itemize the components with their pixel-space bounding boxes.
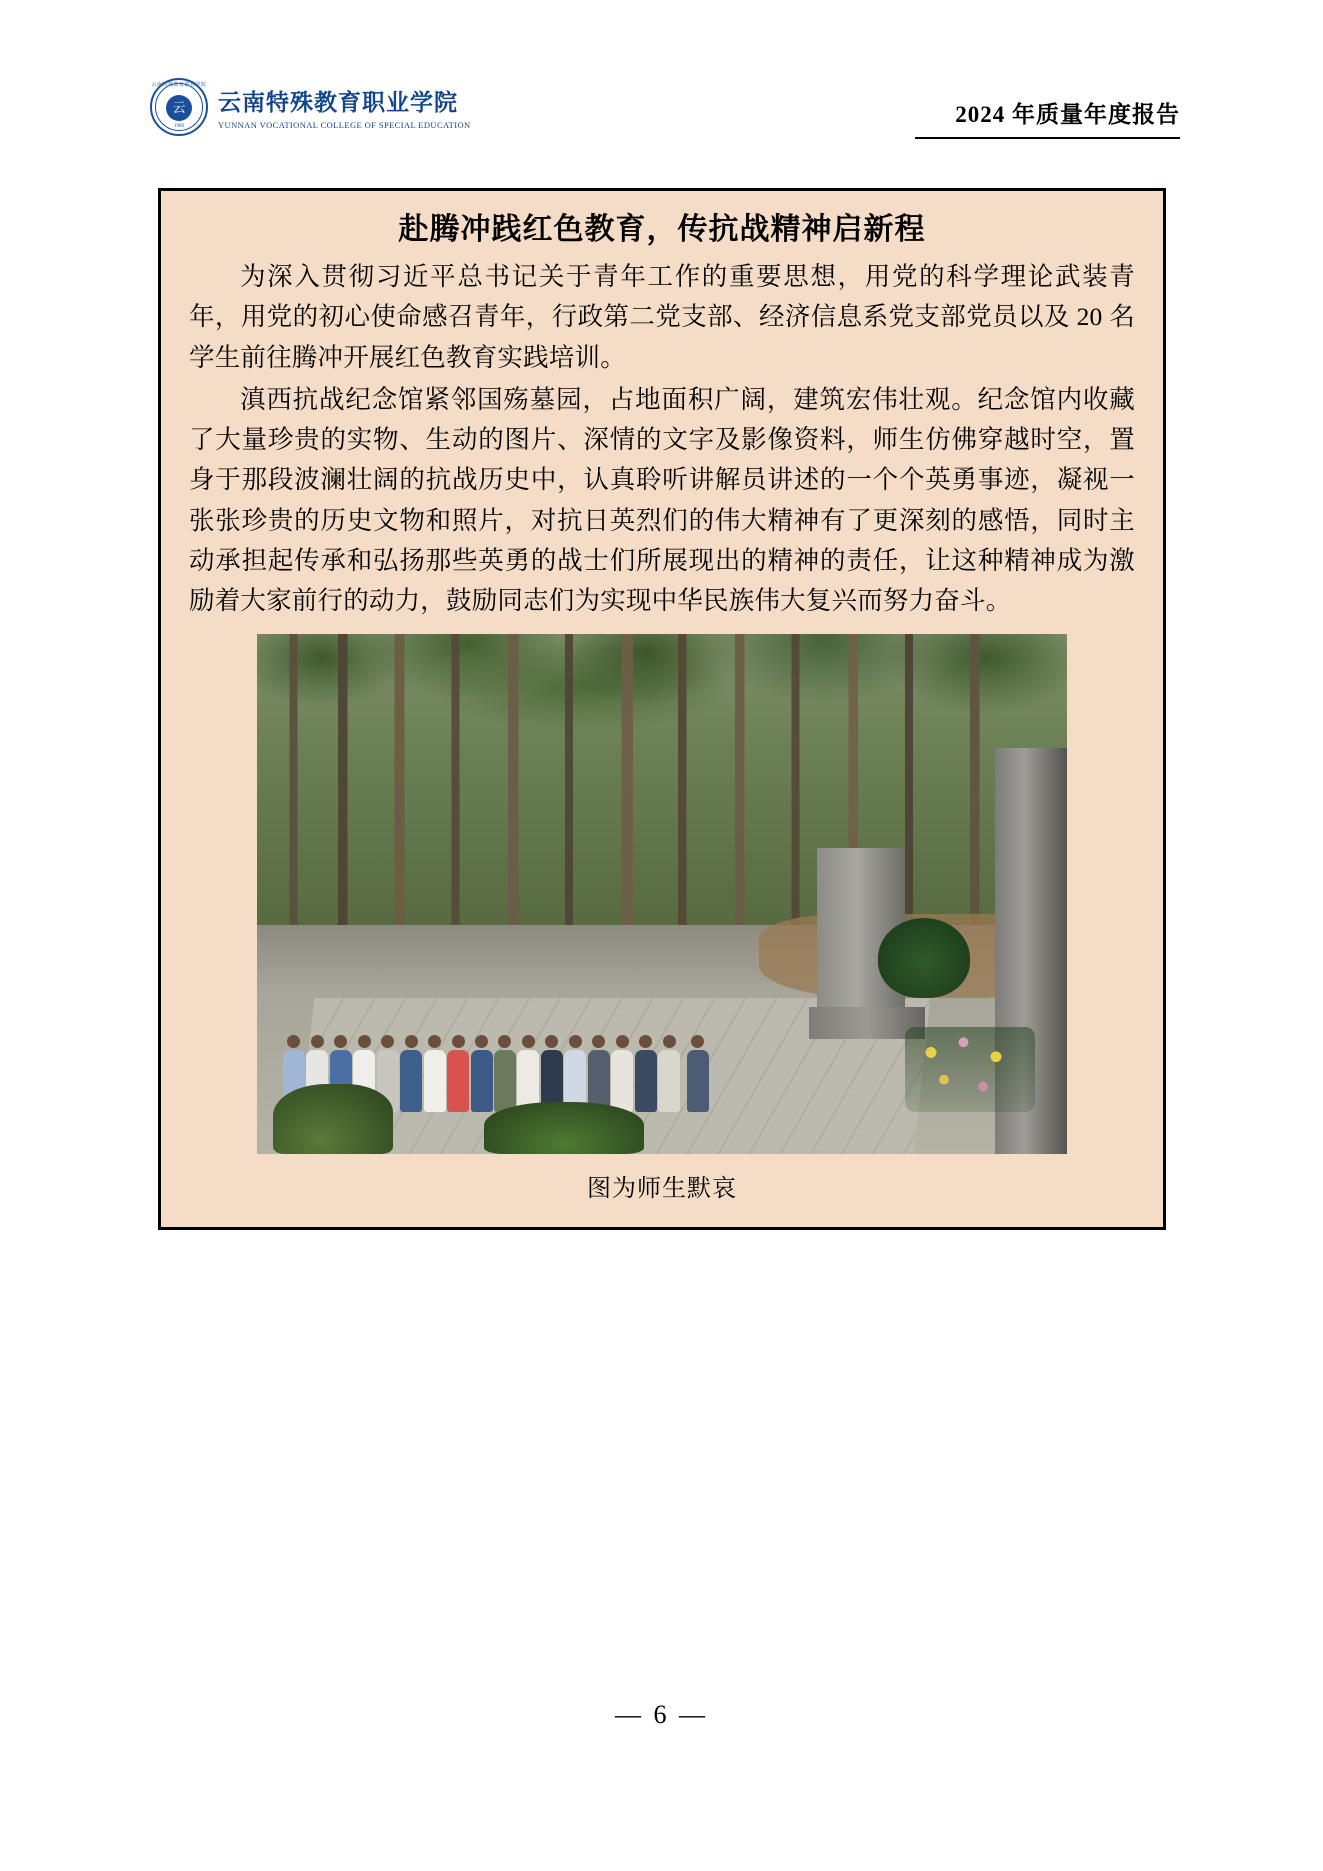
photo-shrub [878,918,970,998]
header-title-block [915,96,1180,139]
photo-flower-offerings [905,1027,1035,1112]
header-divider [915,137,1180,139]
photo-foreground-shrub-left [273,1084,393,1154]
photo-foreground-shrub-center [484,1102,644,1154]
page-number: — 6 — [615,1700,708,1729]
college-name-cn: 云南特殊教育职业学院 [218,90,458,115]
emblem-year: 1989 [174,124,184,129]
paragraph-2: 滇西抗战纪念馆紧邻国殇墓园，占地面积广阔，建筑宏伟壮观。纪念馆内收藏了大量珍贵的实物、生动的图片、深情的文字及影像资料，师生仿佛穿越时空，置身于那段波澜壮阔的抗战历史中，认真聆听讲解员讲述的一个个英勇事迹，凝视一张张珍贵的历史文物和照片，对抗日英烈们的伟大精神有了更深刻的感悟，同时主动承担起传承和弘扬那些英勇的战士们所展现出的精神的责任，让这种精神成为激励着大家前行的动力，鼓励同志们为实现中华民族伟大复兴而努力奋斗。 [189,384,1135,616]
photo-memorial-silence [257,634,1067,1154]
paragraph-1: 为深入贯彻习近平总书记关于青年工作的重要思想，用党的科学理论武装青年，用党的初心使命感召青年，行政第二党支部、经济信息系党支部党员以及 20 名学生前往腾冲开展红色教育实践培训。 [189,262,1135,372]
report-title: 2024 年质量年度报告 [955,102,1180,127]
page-header [150,78,1180,158]
highlight-box [158,188,1166,1230]
college-emblem-icon [150,78,208,136]
photo-crowd [273,883,743,1112]
college-logo [150,78,471,136]
photo-caption: 图为师生默哀 [587,1175,737,1202]
section-title: 赴腾冲践红色教育，传抗战精神启新程 [398,213,926,246]
college-name-en: YUNNAN VOCATIONAL COLLEGE OF SPECIAL EDUCATION [218,120,471,130]
emblem-center-glyph: 云 [166,95,192,121]
emblem-top-text: 云南特殊教育职业学院 [151,83,207,88]
